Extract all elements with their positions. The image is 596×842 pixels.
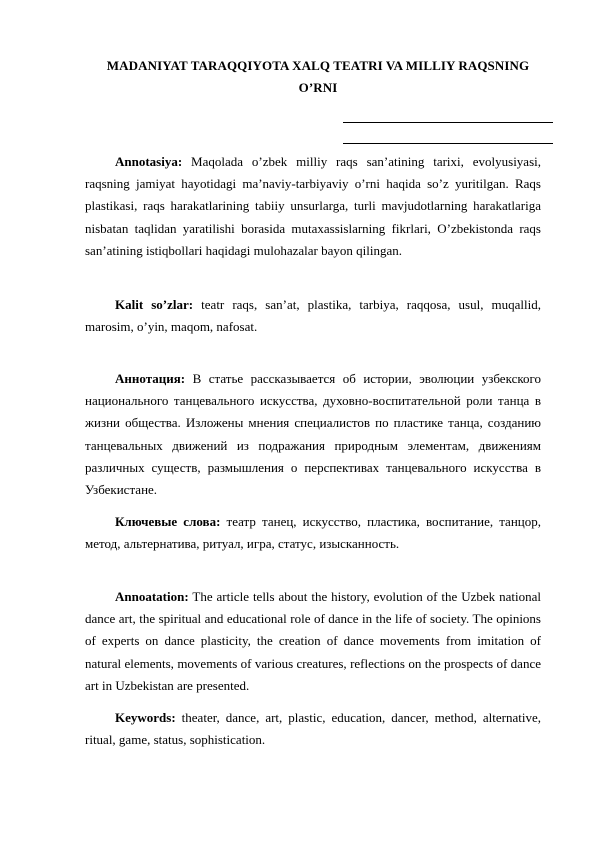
english-keywords-text: theater, dance, art, plastic, education, dancer, method, alternative, ritual, game, status, sophistication. [85, 710, 541, 748]
english-abstract [85, 586, 541, 697]
article-title [80, 55, 556, 99]
russian-keywords [85, 511, 541, 555]
author-line-1 [343, 122, 553, 123]
russian-keywords-label: Ключевые слова: [115, 514, 221, 529]
uzbek-abstract-label: Annotasiya: [115, 154, 183, 169]
uzbek-keywords [85, 294, 541, 338]
uzbek-abstract [85, 151, 541, 262]
english-abstract-label: Annoatation: [115, 589, 189, 604]
english-keywords [85, 707, 541, 751]
english-abstract-text: The article tells about the history, evolution of the Uzbek national dance art, the spiritual and educational role of dance in the life of society. The opinions of experts on dance plasticity, the creation of dance movements from imitation of natural elements, movements of various creatures, reflections on the prospects of dance art in Uzbekistan are presented. [85, 589, 541, 693]
russian-abstract-text: В статье рассказывается об истории, эволюции узбекского национального танцевального искусства, духовно-воспитательной роли танца в жизни общества. Изложены мнения специалистов по пластике танца, созданию танцевальных движений из подражания природным элементам, движениям различных существ, размышления о перспективах танцевального искусства в Узбекистане. [85, 371, 541, 498]
article-title-line-1: MADANIYAT TARAQQIYOTA XALQ TEATRI VA MILLIY RAQSNING [106, 58, 530, 73]
russian-abstract-label: Аннотация: [115, 371, 186, 386]
russian-abstract [85, 368, 541, 501]
uzbek-keywords-label: Kalit so’zlar: [115, 297, 194, 312]
author-line-2 [343, 143, 553, 144]
uzbek-abstract-text: Maqolada o’zbek milliy raqs san’atining tarixi, evolyusiyasi, raqsning jamiyat hayotidagi ma’naviy-tarbiyaviy o’rni haqida so’z yuritilgan. Raqs plastikasi, raqs harakatlarining tabiiy unsurlarga, turli mavjudotlarning harakatlariga nisbatan taqlidan yaratilishi borasida mutaxassislarning fikrlari, O’zbekistonda raqs san’atining istiqbollari haqidagi mulohazalar bayon qilingan. [85, 154, 541, 258]
article-title-line-2: O’RNI [298, 80, 338, 95]
russian-keywords-text: театр танец, искусство, пластика, воспитание, танцор, метод, альтернатива, ритуал, игра, статус, изысканность. [85, 514, 541, 552]
uzbek-keywords-text: teatr raqs, san’at, plastika, tarbiya, raqqosa, usul, muqallid, marosim, o’yin, maqom, nafosat. [85, 297, 541, 335]
english-keywords-label: Keywords: [115, 710, 176, 725]
